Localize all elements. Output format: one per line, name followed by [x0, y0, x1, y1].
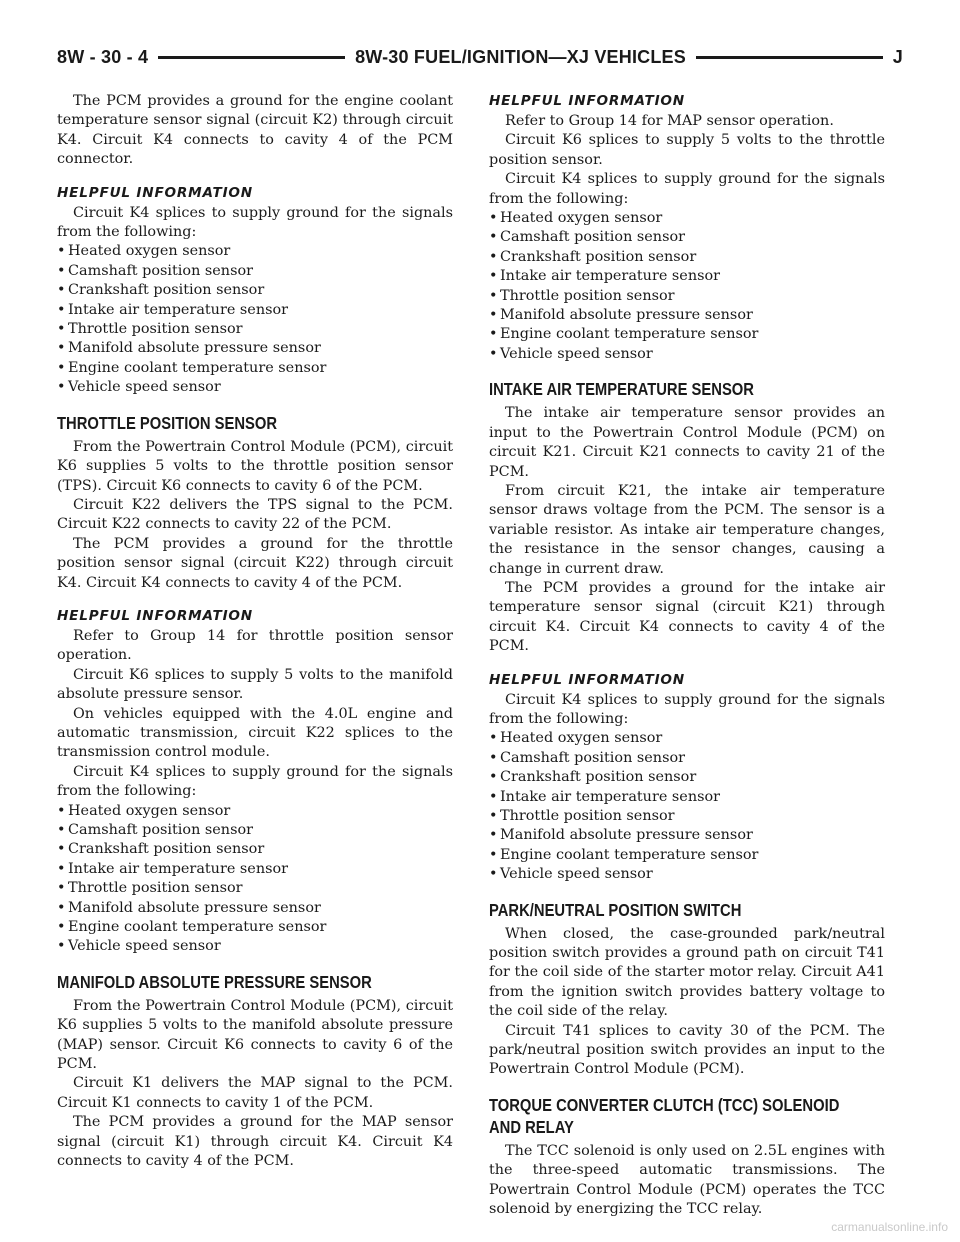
- pnp-paragraph-1: When closed, the case-grounded park/neutral position switch provides a ground path on circuit T41 for the coil side of the starter motor relay. Circuit A41 from the ignition switch provides battery voltage to the coil side of the relay.: [489, 925, 885, 1020]
- right-column: [489, 92, 885, 1220]
- helpful-info-heading: HELPFUL INFORMATION: [57, 184, 253, 201]
- helpful-info-text: Circuit K6 splices to supply 5 volts to the manifold absolute pressure sensor.: [57, 666, 453, 703]
- sensor-list: [57, 242, 453, 397]
- list-item: • Heated oxygen sensor: [489, 210, 663, 227]
- list-item: • Engine coolant temperature sensor: [57, 919, 327, 936]
- iat-paragraph-3: The PCM provides a ground for the intake air temperature sensor signal (circuit K21) through circuit K4. Circuit K4 connects to cavity 4 of the PCM.: [489, 579, 885, 655]
- iat-paragraph-2: From circuit K21, the intake air temperature sensor draws voltage from the PCM. The sensor is a variable resistor. As intake air temperature changes, the resistance in the sensor changes, causing a change in current draw.: [489, 482, 885, 577]
- list-item: • Manifold absolute pressure sensor: [489, 307, 753, 324]
- section-heading-tcc-line2: AND RELAY: [489, 1116, 574, 1137]
- list-item: • Engine coolant temperature sensor: [489, 326, 759, 343]
- list-item: • Camshaft position sensor: [57, 822, 254, 838]
- header-rule-left: [158, 56, 345, 59]
- list-item: • Throttle position sensor: [57, 880, 243, 897]
- page-title: 8W-30 FUEL/IGNITION—XJ VEHICLES: [355, 46, 686, 67]
- helpful-info-text: Circuit K4 splices to supply ground for the signals from the following:: [489, 691, 885, 727]
- list-item: • Crankshaft position sensor: [57, 841, 265, 858]
- map-paragraph-2: Circuit K1 delivers the MAP signal to the PCM. Circuit K1 connects to cavity 1 of the PCM.: [57, 1075, 453, 1111]
- watermark: carmanualsonline.info: [831, 1220, 948, 1234]
- list-item: • Intake air temperature sensor: [489, 268, 721, 285]
- helpful-info-text: Refer to Group 14 for MAP sensor operation.: [505, 113, 834, 129]
- list-item: • Intake air temperature sensor: [489, 788, 721, 805]
- list-item: • Intake air temperature sensor: [57, 301, 289, 318]
- list-item: • Manifold absolute pressure sensor: [489, 827, 753, 844]
- list-item: • Crankshaft position sensor: [489, 769, 697, 786]
- tps-paragraph-2: Circuit K22 delivers the TPS signal to the PCM. Circuit K22 connects to cavity 22 of the PCM.: [57, 496, 453, 533]
- page-number: 8W - 30 - 4: [57, 46, 149, 67]
- map-paragraph-1: From the Powertrain Control Module (PCM), circuit K6 supplies 5 volts to the manifold absolute pressure (MAP) sensor. Circuit K6 connects to cavity 6 of the PCM.: [57, 997, 453, 1073]
- helpful-info-text: Circuit K6 splices to supply 5 volts to the throttle position sensor.: [489, 132, 885, 168]
- helpful-info-heading: HELPFUL INFORMATION: [489, 671, 685, 688]
- list-item: • Camshaft position sensor: [489, 749, 686, 766]
- list-item: • Throttle position sensor: [489, 287, 675, 304]
- list-item: • Manifold absolute pressure sensor: [57, 340, 321, 357]
- tps-paragraph-3: The PCM provides a ground for the throttle position sensor signal (circuit K22) through circuit K4. Circuit K4 connects to cavity 4 of the PCM.: [57, 535, 453, 591]
- list-item: • Crankshaft position sensor: [57, 282, 265, 299]
- list-item: • Vehicle speed sensor: [57, 379, 221, 396]
- section-heading-map: MANIFOLD ABSOLUTE PRESSURE SENSOR: [57, 971, 372, 992]
- intro-paragraph: The PCM provides a ground for the engine coolant temperature sensor signal (circuit K2) through circuit K4. Circuit K4 connects to cavity 4 of the PCM connector.: [57, 93, 453, 168]
- section-heading-tcc: TORQUE CONVERTER CLUTCH (TCC) SOLENOID: [489, 1094, 840, 1115]
- list-item: • Crankshaft position sensor: [489, 248, 697, 265]
- list-item: • Camshaft position sensor: [57, 262, 254, 279]
- list-item: • Throttle position sensor: [489, 808, 675, 824]
- helpful-info-text: Circuit K4 splices to supply ground for the signals from the following:: [489, 171, 885, 207]
- helpful-info-heading: HELPFUL INFORMATION: [489, 93, 685, 109]
- list-item: • Vehicle speed sensor: [489, 866, 653, 883]
- list-item: • Vehicle speed sensor: [57, 938, 221, 955]
- iat-paragraph-1: The intake air temperature sensor provides an input to the Powertrain Control Module (PCM) on circuit K21. Circuit K21 connects to cavity 21 of the PCM.: [489, 405, 885, 480]
- list-item: • Engine coolant temperature sensor: [57, 359, 327, 376]
- section-letter: J: [892, 46, 903, 67]
- list-item: • Vehicle speed sensor: [489, 345, 653, 362]
- page-header: [57, 44, 903, 70]
- header-rule-right: [696, 56, 883, 59]
- list-item: • Engine coolant temperature sensor: [489, 846, 759, 863]
- list-item: • Heated oxygen sensor: [489, 730, 663, 747]
- list-item: • Heated oxygen sensor: [57, 802, 231, 819]
- left-column: [57, 92, 453, 1172]
- tcc-paragraph-1: The TCC solenoid is only used on 2.5L engines with the three-speed automatic transmissions. The Powertrain Control Module (PCM) operates the TCC solenoid by energizing the TCC relay.: [489, 1142, 885, 1218]
- sensor-list: [57, 802, 453, 957]
- helpful-info-text: On vehicles equipped with the 4.0L engine and automatic transmission, circuit K22 splices to the transmission control module.: [57, 705, 453, 761]
- list-item: • Throttle position sensor: [57, 321, 243, 338]
- pnp-paragraph-2: Circuit T41 splices to cavity 30 of the PCM. The park/neutral position switch provides an input to the Powertrain Control Module (PCM).: [489, 1022, 885, 1078]
- section-heading-iat: INTAKE AIR TEMPERATURE SENSOR: [489, 379, 754, 400]
- sensor-list: [489, 729, 885, 884]
- helpful-info-text: Circuit K4 splices to supply ground for the signals from the following:: [57, 763, 453, 800]
- section-heading-pnp: PARK/NEUTRAL POSITION SWITCH: [489, 899, 742, 920]
- map-paragraph-3: The PCM provides a ground for the MAP sensor signal (circuit K1) through circuit K4. Circuit K4 connects to cavity 4 of the PCM.: [57, 1114, 453, 1170]
- list-item: • Intake air temperature sensor: [57, 860, 289, 877]
- list-item: • Heated oxygen sensor: [57, 243, 231, 260]
- list-item: • Camshaft position sensor: [489, 229, 686, 246]
- tps-paragraph-1: From the Powertrain Control Module (PCM), circuit K6 supplies 5 volts to the throttle position sensor (TPS). Circuit K6 connects to cavity 6 of the PCM.: [57, 438, 453, 494]
- section-heading-tps: THROTTLE POSITION SENSOR: [57, 412, 278, 433]
- list-item: • Manifold absolute pressure sensor: [57, 899, 321, 916]
- sensor-list: [489, 209, 885, 364]
- helpful-info-text: Refer to Group 14 for throttle position sensor operation.: [57, 627, 453, 664]
- helpful-info-heading: HELPFUL INFORMATION: [57, 607, 253, 624]
- helpful-info-text: Circuit K4 splices to supply ground for the signals from the following:: [57, 204, 453, 241]
